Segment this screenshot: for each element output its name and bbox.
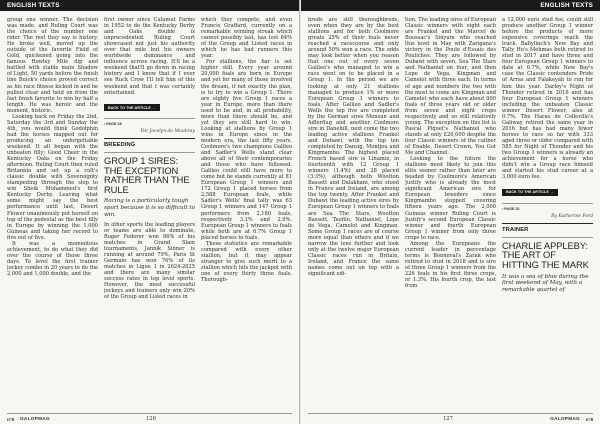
page-number: 126 — [146, 416, 156, 422]
paragraph: breds are still thoroughbreds, even when they are by the best stallions and for both Coolmore greats 25% of their foals never reached a racecourse and only around 50% won a race. The odds may look better when you reason that one out of every seven Galileo's who managed to win a race went on to be placed in a Group 1. In the period we are looking at only 21 stallions managed to produce 1% or more European Group 1 winners to foals. After Galileo and Sadler's Wells the top five are completed by the German sires Monsun and Adlerflug and another Coolmore sire in Danehill, next come the two leading active stallions Frankel and Dubawi, with the top ten completed by Dansig, Montjeu and Kingmambo. The highest placed French based sire is Linamix, in fourteenth with 12 Group 1 winners (1.4%) and 28 placed (3.3%), although both Wootton Bassett and Dalakhani, who stood in France and Ireland, are among the top twenty. After Frankel and Dubawi the leading active sires by European Group 1 winners to foals are Sea The Stars, Wootton Bassett, Teofilo, Nathaniel, Lope de Vega, Camelot and Kingman. Some Group 1 races are of course more equal than others and if we narrow the lens further and look only at the twelve major European Classic races run in Britain, Ireland, and France the same names come out on top with a significant edi- — [308, 17, 399, 277]
back-to-article-button[interactable]: BACK TO THE ARTICLE → — [502, 189, 558, 196]
back-to-article-button[interactable]: BACK TO THE ARTICLE → — [104, 104, 160, 111]
footer-rule — [308, 413, 593, 414]
paragraph: It was a momentous achievement, to do what they did over the course of those three days. To level the first trainer jockey combo in 20 years to do the 2,000 and 1,000 double, and the — [7, 240, 98, 277]
left-columns — [7, 17, 292, 407]
right-page — [300, 0, 600, 424]
issue-number: n°9 — [585, 417, 593, 422]
paragraph: which they compete, and even Francis Graffard, currently on a remarkable winning streak which cannot possibly last, has lost 64% of the Group and Listed races in which he has had runners this year. — [201, 17, 292, 60]
issue-number: n°9 — [7, 417, 15, 422]
page-reference: › PAGE 18 — [104, 122, 122, 127]
divider — [502, 223, 593, 224]
paragraph: Looking back on Friday the 2nd, Saturday the 3rd and Sunday the 4th, you would think Godolphin had the horses mapped out for producing an unforgettable weekend. It all began with the unbeaten filly; Good Cheer in the Kentucky Oaks on the Friday afternoon. Ruling Court then ruled Britannia and set up a colt's classic double with Sovereignty stampeding through the slop to win Sheik Mohammed's first Kentucky Derby. Leaving what some might say the best performance until last, Desert Flower unanimously put herself on top of the pedestal as the best filly in Europe by winning the 1,000 Guineas and taking her record to five out of five. — [7, 113, 98, 241]
paragraph: Among the Europeans the current leader in percentage terms is Bonneval's Zarak who retired to stud in 2018 and is sire of three Group 1 winners from the 226 foals in his first three crops, or 1.3%. His fourth crop, the last from — [405, 240, 496, 290]
byline: Par Jocelyn de Moubray — [140, 129, 195, 135]
left-column-1 — [7, 17, 98, 407]
footer-rule — [7, 413, 292, 414]
page-reference: › PAGE 32 — [502, 206, 520, 211]
article-title: CHARLIE APPLEBY: THE ART OF HITTING THE MARK — [502, 239, 589, 270]
article-category: BREEDING — [104, 142, 136, 149]
divider — [104, 152, 195, 153]
paragraph: group one winner. The decision was made, and Ruling Court was the choice of the number one rider. The rest they say is history. He broke well, moved up the outside of the favorite Field of Gold, quickened going into the famous Rowley Mile dip and battled with stable mate Shadow of Light, 50 yards before the finish line Buick's choice proved correct as his race fitness kicked in and he pulled clear and held on from the fast finish favorite to win by half a length. He was heroic and the moment, historic. — [7, 17, 98, 114]
section-tag: ENGLISH TEXTS — [540, 2, 593, 9]
divider — [502, 203, 593, 204]
right-column-1 — [308, 17, 399, 407]
magazine-brand: GALOPMAG — [20, 417, 50, 422]
left-column-3 — [201, 17, 292, 407]
paragraph: first owner since Calumut Farms in 1952 to do the Kentucky Derby and Oaks double is unprecedented. Ruling Court showcased not just his authority over that mile but his owners worldwide dominance and influence across racing. It'll be a weekend that'll go down in racing history and I know that if I ever see Ruck Crow I'll tell him of this weekend and that I was certainly entertained. — [104, 17, 195, 96]
paragraph: tion. The leading sires of European Classic winners with eight each are Frankel and the Marcel de Boussac's Sinyum who reached this level in May with Zarigana's victory in the Poule d'Essais des Pouliches. They are followed by Dubawi with seven, Sea The Stars and Nathaniel on four, and then Lope de Vega, Kingman and Camelot with three each. In terms of age and numbers the two with the most to come are Kingman and Camelot who each have about 900 foals of three years old or older from seven and eight crops respectively and so still relatively young. The exception on this list is Pascal Piquet's Nathaniel who stands at only £20,000 despite the four Classic winners of the caliber of Enable, Desert Crown, You Got Me and Channel. — [405, 17, 496, 157]
right-columns — [308, 17, 593, 407]
divider — [502, 237, 593, 238]
section-tag: ENGLISH TEXTS — [7, 2, 60, 9]
left-column-2 — [104, 17, 195, 407]
divider — [104, 118, 195, 119]
paragraph: Looking to the future the stallions most likely to join this elite sooner rather than later are headed by Coolmore's American Justify who is already the most significant American sire for European breeders since Kingmambo stopped covering fifteen years ago. The 2,000 Guineas winner Ruling Court is Justify's second European Classic winner and fourth European Group 1 winner from only three crops to race. — [405, 156, 496, 241]
paragraph: These statistics are remarkable compared with every other stallion, but it may appear stranger to give such merit to a stallion which hits the jackpot with one of every thirty three foals. Thorough- — [201, 240, 292, 284]
paragraph: a 12,000 euro stud fee, could still produce another Group 1 winner before the products of more expensive coverings reach the track. Ballylinch's New Bay and Tally Ho's Mehmas both retired to stud in 2017 and have three and four European Group 1 winners to date at 0.7%, while New Bay's case the Classic contenders Pride of Arras and Falakeyah to run for him this year. Darley's Night of Thunder retired in 2016 and has four European Group 1 winners including the unbeaten Classic winner Desert Flower, also at 0.7%. The Haras de Colleville's Galiway retired the same year in 2016 but has had many fewer horses to race so far with 333 aged three or older compared with 585 for Night of Thunder and his two Group 1 winners is already an achievement for a horse who didn't win a Group race himself and started his stud career at a 3,000 euro fee. — [502, 17, 593, 181]
magazine-brand: GALOPMAG — [550, 417, 580, 422]
right-column-3 — [502, 17, 593, 407]
article-standfirst: Racing is a particularly tough sport because it is so difficult to win. — [104, 198, 195, 218]
article-standfirst: It was a sea of blue during the first weekend of May, with a remarkable quartet of — [502, 273, 589, 293]
right-column-2 — [405, 17, 496, 407]
divider — [104, 138, 195, 139]
paragraph: For stallions, the bar is set higher still. Every year around 20,000 foals are born in Europe and yet for many of those involved the dream, if not exactly the plan, is to try to win a Group 1. There are eighty five Group 1 races a year in Europe, more than there used to be and, in all probability, more than there should be, and yet they are still hard to win. Looking at stallions by Group 1 wins in Europe since in the modern era, the last fifty years, Coolmore's two champions Galileo and Sadler's Wells stand clear above all of their contemporaries and those who have followed. Galileo could still have more to come but he stands currently at 81 European Group 1 winners and 172 Group 1 placed horses from 2,588 European foals, while Sadler's Wells' final tally was 63 Group 1 winners and 147 Group 1 performers from 2,180 foals, respectively 3.1% and 2.9%. European Group 1 winners to foals while both are at 6.7% Group 1 placed horses to foals. — [201, 59, 292, 241]
article-category: TRAINER — [502, 226, 529, 233]
paragraph: In other sports the leading players or teams are able to dominate, Roger Federer won 86% of his matches in Grand Slam tournaments, Jannik Sinner is running at around 79%, Paris St Germain has won 76% of its matches in Ligue 1 in 2024-2025 and there are many similar success rates in top level sports. However, the most successful jockeys and trainers only win 20% of the Group and Listed races in — [104, 221, 195, 301]
page-number: 127 — [443, 416, 453, 422]
article-title: GROUP 1 SIRES: THE EXCEPTION RATHER THAN THE RULE — [104, 155, 190, 195]
byline: By Katherine Ford — [551, 213, 593, 219]
